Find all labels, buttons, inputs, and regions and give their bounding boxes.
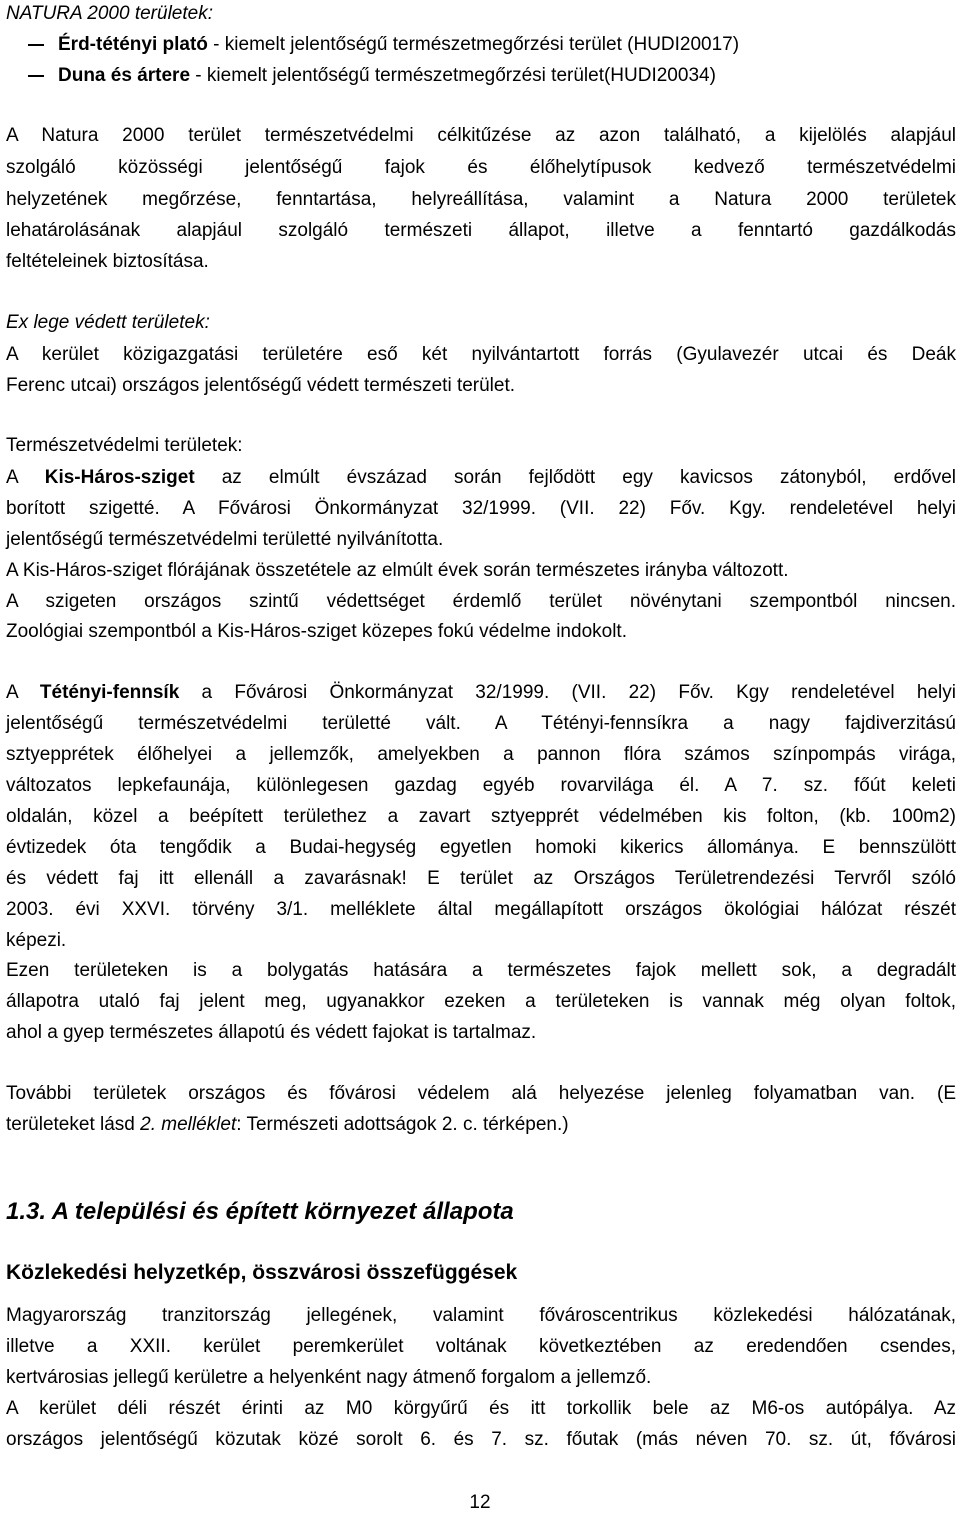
- natura-heading: NATURA 2000 területek:: [6, 3, 213, 24]
- page-number: 12: [469, 1492, 491, 1513]
- section-line: Magyarország tranzitország jellegének, valamint fővároscentrikus közlekedési hálózatának,: [6, 1305, 956, 1326]
- teteny-line: jelentőségű természetvédelmi területté vált. A Tétényi-fennsíkra a nagy fajdiverzitású: [6, 713, 956, 734]
- teteny-line: állapotra utaló faj jelent meg, ugyanakkor ezeken a területeken is vannak még olyan foltok,: [6, 991, 956, 1012]
- exlege-line: Ferenc utcai) országos jelentőségű védett természeti terület.: [6, 375, 516, 396]
- teteny-line: ahol a gyep természetes állapotú és védett fajokat is tartalmaz.: [6, 1022, 537, 1043]
- teteny-line: évtizedek óta tengődik a Budai-hegység egyetlen homoki kikerics állománya. E bennszülött: [6, 837, 956, 858]
- teteny-line: oldalán, közel a beépített területhez a zavart sztyepprét védelmében kis folton, (kb. 100m2): [6, 806, 956, 827]
- dash-icon: [28, 44, 44, 46]
- dash-icon: [28, 75, 44, 77]
- section-line: kertvárosias jellegű kerületre a helyenként nagy átmenő forgalom a jellemző.: [6, 1367, 652, 1388]
- teteny-line: Ezen területeken is a bolygatás hatására a természetes fajok mellett sok, a degradált: [6, 960, 956, 981]
- teteny-line: és védett faj itt ellenáll a zavarásnak! E terület az Országos Területrendezési Tervről szóló: [6, 868, 956, 889]
- section-line: országos jelentőségű közutak közé sorolt 6. és 7. sz. főutak (más néven 70. sz. út, fővárosi: [6, 1429, 956, 1450]
- termvedelmi-line: A Kis-Háros-sziget az elmúlt évszázad során fejlődött egy kavicsos zátonyból, erdővel: [6, 467, 956, 488]
- teteny-line: sztyepprétek élőhelyei a jellemzők, amelyekben a pannon flóra számos színpompás virága,: [6, 744, 956, 765]
- teteny-line: 2003. évi XXVI. törvény 3/1. melléklete által megállapított országos ökológiai hálózat részét: [6, 899, 956, 920]
- section-title: 1.3. A települési és épített környezet állapota: [6, 1198, 514, 1225]
- termvedelmi-line: Zoológiai szempontból a Kis-Háros-sziget közepes fokú védelme indokolt.: [6, 621, 627, 642]
- natura-paragraph-line: feltételeinek biztosítása.: [6, 251, 209, 272]
- natura-paragraph-line: lehatárolásának alapjául szolgáló természeti állapot, illetve a fenntartó gazdálkodás: [6, 220, 956, 241]
- exlege-heading: Ex lege védett területek:: [6, 312, 210, 333]
- natura-paragraph-line: A Natura 2000 terület természetvédelmi célkitűzése az azon található, a kijelölés alapjául: [6, 125, 956, 146]
- teteny-line: A Tétényi-fennsík a Fővárosi Önkormányzat 32/1999. (VII. 22) Főv. Kgy rendeletével helyi: [6, 682, 956, 703]
- teteny-line: képezi.: [6, 930, 67, 951]
- termvedelmi-line: borított szigetté. A Fővárosi Önkormányzat 32/1999. (VII. 22) Főv. Kgy. rendeletével helyi: [6, 498, 956, 519]
- natura-paragraph-line: helyzetének megőrzése, fenntartása, helyreállítása, valamint a Natura 2000 területek: [6, 189, 956, 210]
- termvedelmi-line: jelentőségű természetvédelmi területté nyilvánította.: [6, 529, 444, 550]
- teteny-line: változatos lepkefaunája, különlegesen gazdag egyéb rovarvilága él. A 7. sz. főút keleti: [6, 775, 956, 796]
- section-subtitle: Közlekedési helyzetkép, összvárosi összefüggések: [6, 1261, 518, 1284]
- termvedelmi-heading: Természetvédelmi területek:: [6, 435, 243, 456]
- section-line: A kerület déli részét érinti az M0 körgyűrű és itt torkollik bele az M6-os autópálya. Az: [6, 1398, 956, 1419]
- natura-item-2: Duna és ártere - kiemelt jelentőségű természetmegőrzési terület(HUDI20034): [28, 64, 956, 88]
- termvedelmi-line: A szigeten országos szintű védettséget érdemlő terület növénytani szempontból nincsen.: [6, 591, 956, 612]
- tovabbi-line: területeket lásd 2. melléklet: Természeti adottságok 2. c. térképen.): [6, 1114, 569, 1135]
- termvedelmi-line: A Kis-Háros-sziget flórájának összetétele az elmúlt évek során természetes irányba változott.: [6, 560, 789, 581]
- natura-item-1: Érd-tétényi plató - kiemelt jelentőségű természetmegőrzési terület (HUDI20017): [28, 33, 956, 57]
- natura-paragraph-line: szolgáló közösségi jelentőségű fajok és élőhelytípusok kedvező természetvédelmi: [6, 157, 956, 178]
- tovabbi-line: További területek országos és fővárosi védelem alá helyezése jelenleg folyamatban van. (E: [6, 1083, 956, 1104]
- exlege-line: A kerület közigazgatási területére eső két nyilvántartott forrás (Gyulavezér utcai és Deák: [6, 344, 956, 365]
- section-line: illetve a XXII. kerület peremkerület voltának következtében az eredendően csendes,: [6, 1336, 956, 1357]
